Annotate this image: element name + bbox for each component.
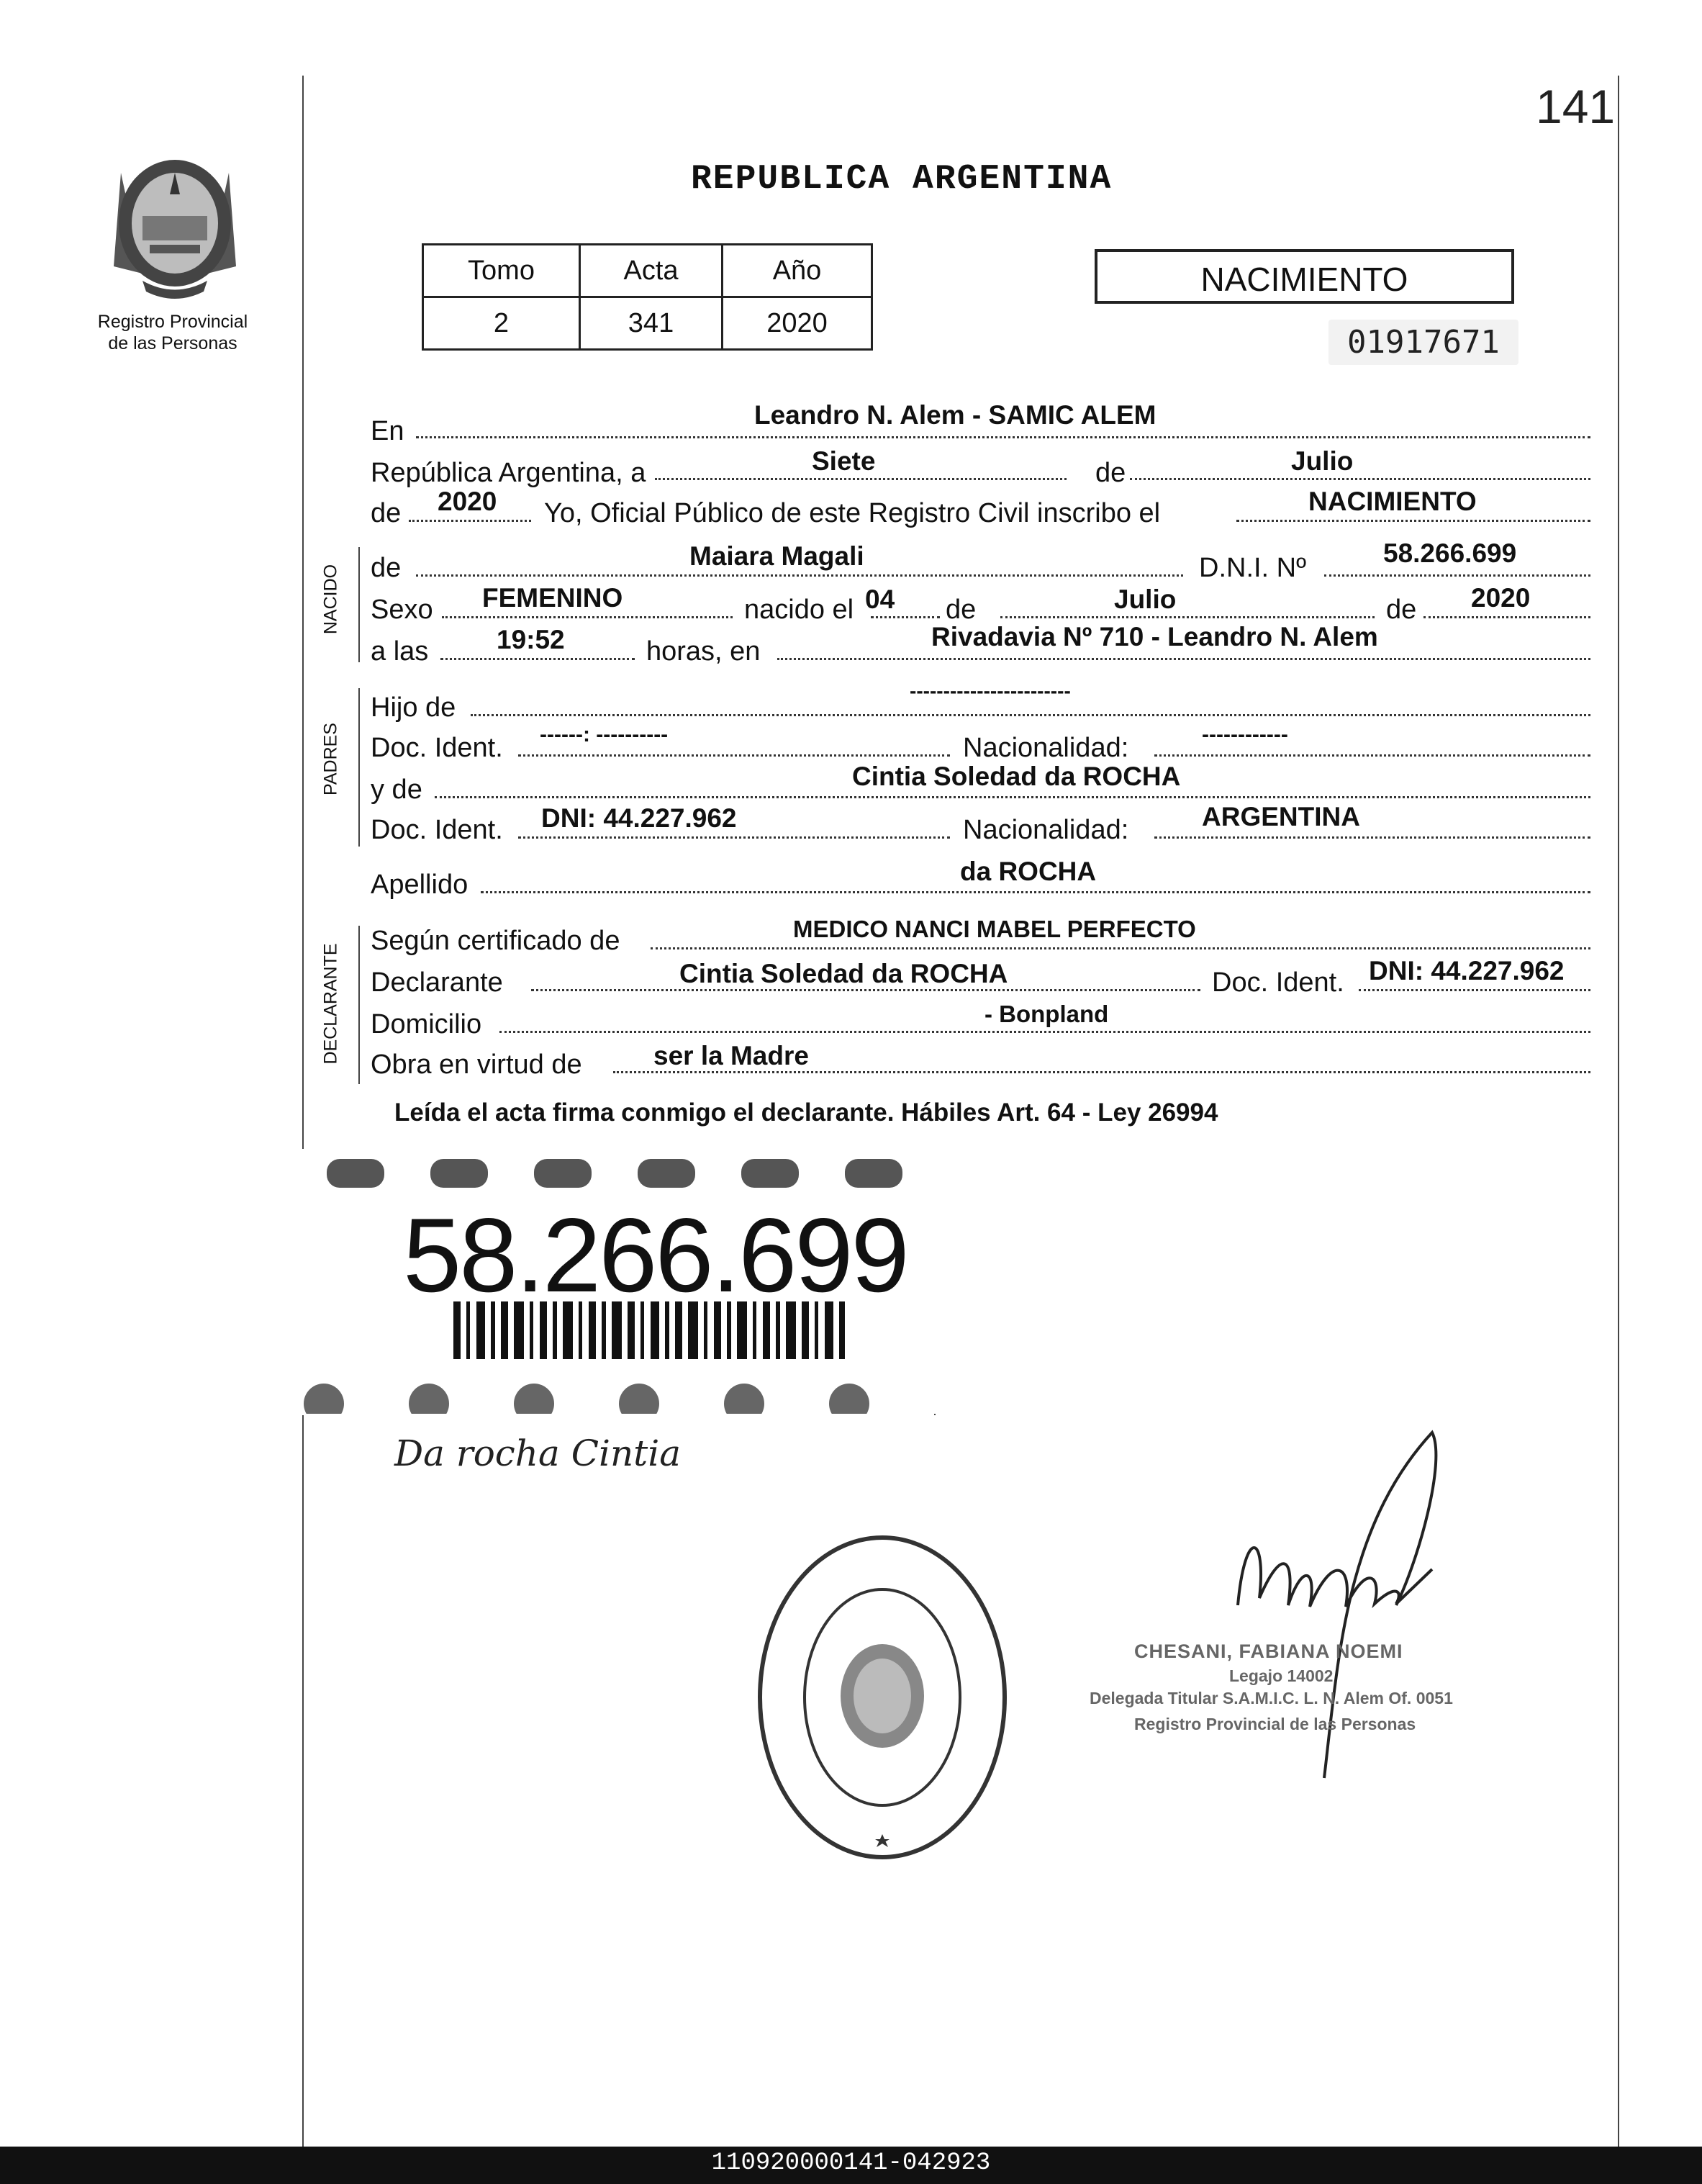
province-emblem-icon	[92, 144, 258, 310]
dotted-line	[1423, 616, 1590, 618]
sticker-pattern-top	[302, 1149, 934, 1192]
dotted-line	[409, 520, 531, 522]
dotted-line	[499, 1031, 1590, 1033]
table-cell-acta: 341	[580, 297, 723, 350]
dotted-line	[1236, 520, 1590, 522]
place-value: Leandro N. Alem - SAMIC ALEM	[754, 400, 1156, 430]
label-de-birth-year: de	[1386, 595, 1417, 625]
label-nacido-el: nacido el	[744, 595, 854, 625]
label-de-child: de	[371, 553, 402, 583]
mother-name-value: Cintia Soledad da ROCHA	[852, 762, 1181, 791]
table-cell-tomo: 2	[423, 297, 580, 350]
dotted-line	[416, 574, 1183, 577]
barcode-number: 58.266.699	[403, 1196, 907, 1314]
dotted-line	[471, 714, 1590, 716]
birth-time-value: 19:52	[497, 625, 565, 654]
dotted-line	[871, 616, 940, 618]
certificate-by-value: MEDICO NANCI MABEL PERFECTO	[793, 916, 1196, 942]
page-number: 141	[1536, 80, 1616, 133]
label-apellido: Apellido	[371, 870, 468, 900]
father-doc-value: ------: ----------	[540, 723, 669, 746]
official-seal-icon	[754, 1532, 1010, 1863]
label-obra-en-virtud: Obra en virtud de	[371, 1050, 582, 1080]
label-de-month: de	[1095, 458, 1126, 488]
sex-value: FEMENINO	[482, 583, 623, 613]
table-row	[423, 297, 872, 350]
table-header-ano: Año	[723, 245, 872, 297]
label-de-birth-month: de	[946, 595, 977, 625]
birth-place-value: Rivadavia Nº 710 - Leandro N. Alem	[931, 622, 1378, 651]
registry-table	[422, 243, 873, 351]
label-hijo-de: Hijo de	[371, 692, 456, 723]
section-bracket-padres	[358, 688, 360, 847]
year-value: 2020	[438, 487, 497, 516]
dotted-line	[435, 796, 1590, 798]
page-title: REPUBLICA ARGENTINA	[691, 160, 1113, 199]
dotted-line	[481, 891, 1590, 893]
dotted-line	[1130, 478, 1590, 480]
official-signature-icon	[1216, 1418, 1475, 1792]
address-value: - Bonpland	[984, 1001, 1109, 1027]
label-y-de: y de	[371, 775, 422, 805]
agency-name	[65, 311, 281, 354]
dotted-line	[442, 616, 733, 618]
label-de-year: de	[371, 498, 402, 528]
label-nacionalidad-mother: Nacionalidad:	[963, 815, 1129, 845]
label-domicilio: Domicilio	[371, 1009, 482, 1039]
dotted-line	[1324, 574, 1590, 577]
dotted-line	[518, 754, 950, 757]
table-header-acta: Acta	[580, 245, 723, 297]
birth-year-value: 2020	[1471, 583, 1531, 613]
footer-document-code: 110920000141-042923	[711, 2149, 991, 2177]
side-label-nacido: NACIDO	[320, 564, 341, 635]
dotted-line	[416, 436, 1590, 438]
label-yo-oficial: Yo, Oficial Público de este Registro Civil inscribo el	[544, 498, 1161, 528]
dotted-line	[651, 947, 1590, 949]
label-horas-en: horas, en	[646, 636, 761, 667]
label-doc-ident-declarant: Doc. Ident.	[1212, 967, 1344, 998]
mother-nationality-value: ARGENTINA	[1202, 802, 1360, 831]
official-role: Delegada Titular S.A.M.I.C. L. N. Alem Of. 0051	[1090, 1689, 1453, 1707]
section-bracket-declarante	[358, 926, 360, 1084]
surname-value: da ROCHA	[960, 857, 1097, 886]
label-declarante: Declarante	[371, 967, 503, 998]
declarant-value: Cintia Soledad da ROCHA	[679, 959, 1008, 988]
act-type-value: NACIMIENTO	[1308, 487, 1477, 516]
label-republica: República Argentina, a	[371, 458, 646, 488]
label-sexo: Sexo	[371, 595, 433, 625]
father-name-value: ------------------------	[910, 680, 1071, 702]
side-label-padres: PADRES	[320, 723, 341, 795]
official-name: CHESANI, FABIANA NOEMI	[1134, 1641, 1403, 1662]
handwritten-declarant-signature: Da rocha Cintia	[394, 1432, 682, 1474]
acting-as-value: ser la Madre	[653, 1041, 809, 1070]
dotted-line	[655, 478, 1067, 480]
child-name-value: Maiara Magali	[689, 541, 864, 571]
legal-text: Leída el acta firma conmigo el declarante. Hábiles Art. 64 - Ley 26994	[394, 1098, 1218, 1127]
dotted-line	[613, 1071, 1590, 1073]
table-header-tomo: Tomo	[423, 245, 580, 297]
dni-value: 58.266.699	[1383, 538, 1517, 568]
agency-line-2: de las Personas	[108, 333, 237, 353]
dotted-line	[777, 658, 1590, 660]
dotted-line	[1154, 836, 1590, 839]
label-doc-ident-mother: Doc. Ident.	[371, 815, 503, 845]
agency-line-1: Registro Provincial	[97, 312, 248, 332]
birth-day-value: 04	[865, 585, 895, 614]
certificate-type-box: NACIMIENTO	[1095, 249, 1514, 304]
serial-number-stamp: 01917671	[1328, 320, 1518, 365]
section-bracket-nacido	[358, 547, 360, 662]
day-word-value: Siete	[812, 446, 876, 476]
dotted-line	[518, 836, 950, 839]
mother-doc-value: DNI: 44.227.962	[541, 803, 737, 833]
dotted-line	[1359, 989, 1590, 991]
dotted-line	[1154, 754, 1590, 757]
left-margin-line	[302, 76, 304, 2149]
birth-month-value: Julio	[1114, 585, 1177, 614]
table-cell-ano: 2020	[723, 297, 872, 350]
dotted-line	[1000, 616, 1375, 618]
declarant-doc-value: DNI: 44.227.962	[1369, 956, 1565, 985]
sticker-pattern-bottom	[302, 1378, 934, 1414]
label-segun-certificado: Según certificado de	[371, 926, 620, 956]
label-nacionalidad-father: Nacionalidad:	[963, 733, 1129, 763]
label-doc-ident-father: Doc. Ident.	[371, 733, 503, 763]
month-value: Julio	[1291, 446, 1354, 476]
label-dni-no: D.N.I. Nº	[1199, 553, 1306, 583]
right-margin-line	[1618, 76, 1619, 2149]
label-en: En	[371, 416, 404, 446]
label-a-las: a las	[371, 636, 429, 667]
dotted-line	[440, 658, 635, 660]
side-label-declarante: DECLARANTE	[320, 943, 341, 1065]
dotted-line	[531, 989, 1200, 991]
table-row	[423, 245, 872, 297]
official-agency: Registro Provincial de las Personas	[1134, 1715, 1416, 1733]
father-nationality-value: ------------	[1202, 723, 1288, 746]
official-legajo: Legajo 14002	[1229, 1666, 1334, 1685]
